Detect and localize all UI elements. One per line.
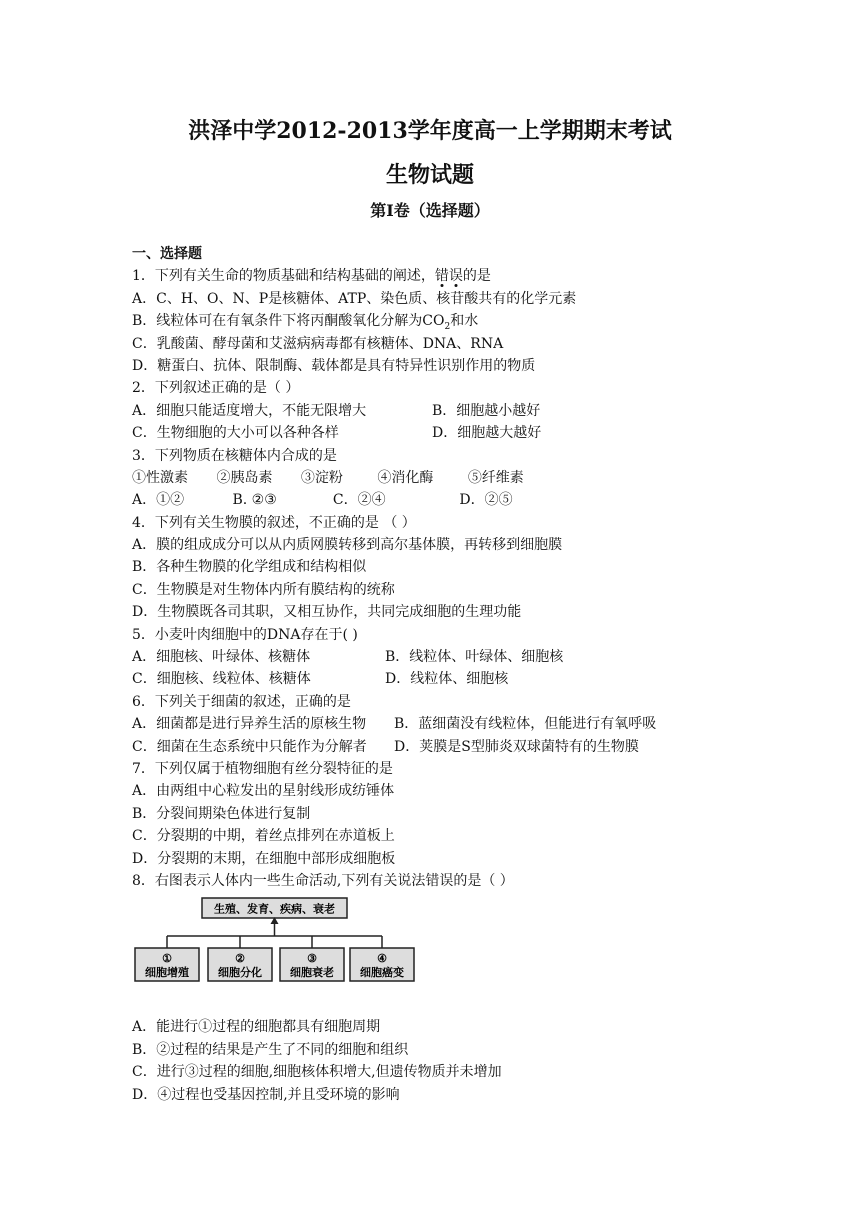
q1-option-d: D．糖蛋白、抗体、限制酶、载体都是具有特异性识别作用的物质 xyxy=(132,357,536,374)
section-title: 第I卷（选择题） xyxy=(370,201,490,220)
q3-item-3: ③淀粉 xyxy=(300,469,343,486)
q1-emphasis-1: 错 xyxy=(434,268,449,285)
q3-option-c: C．②④ xyxy=(332,492,386,509)
exam-title: 洪泽中学2012-2013学年度高一上学期期末考试 xyxy=(188,118,672,144)
q6-option-b: B．蓝细菌没有线粒体，但能进行有氧呼吸 xyxy=(394,716,657,733)
q6-option-c: C．细菌在生态系统中只能作为分解者 xyxy=(132,738,367,755)
q3-items xyxy=(132,467,752,489)
q1-option-b-subscript: 2 xyxy=(444,321,451,332)
q7-option-a: A．由两组中心粒发出的星射线形成纺锤体 xyxy=(132,783,395,800)
q3-option-b: B. ②③ xyxy=(232,492,277,509)
q5-options-row-1 xyxy=(132,646,752,668)
q8-stem: 8．右图表示人体内一些生命活动,下列有关说法错误的是（ ） xyxy=(132,872,514,889)
q4-option-a: A．膜的组成成分可以从内质网膜转移到高尔基体膜，再转移到细胞膜 xyxy=(132,537,563,554)
q5-options-row-2 xyxy=(132,668,752,690)
q1-option-b xyxy=(132,310,752,332)
q2-options-row-1 xyxy=(132,400,752,422)
q1-emphasis-2: 误 xyxy=(448,268,463,285)
q2-option-b: B．细胞越小越好 xyxy=(432,402,541,419)
q2-stem: 2．下列叙述正确的是（ ） xyxy=(132,380,300,397)
q4-stem: 4．下列有关生物膜的叙述，不正确的是 （ ） xyxy=(132,514,416,531)
q2-options-row-2 xyxy=(132,422,752,444)
q3-item-4: ④消化酶 xyxy=(377,469,434,486)
diagram-box-1-label: 细胞增殖 xyxy=(145,966,189,980)
question-list xyxy=(132,243,752,1106)
part-title: 一、选择题 xyxy=(132,246,202,262)
diagram-box-3-label: 细胞衰老 xyxy=(290,966,334,980)
q1-option-c: C．乳酸菌、酵母菌和艾滋病病毒都有核糖体、DNA、RNA xyxy=(132,335,504,352)
q1-stem-end: 的是 xyxy=(462,268,491,285)
q2-option-a: A．细胞只能适度增大，不能无限增大 xyxy=(132,402,367,419)
q8-option-d: D．④过程也受基因控制,并且受环境的影响 xyxy=(132,1086,400,1103)
diagram-box-2-number: ② xyxy=(235,952,245,966)
q1-stem-text: 1．下列有关生命的物质基础和结构基础的阐述， xyxy=(132,268,435,285)
q4-option-b: B．各种生物膜的化学组成和结构相似 xyxy=(132,559,367,576)
q1-option-a: A．C、H、O、N、P是核糖体、ATP、染色质、核苷酸共有的化学元素 xyxy=(132,290,577,307)
q3-item-2: ②胰岛素 xyxy=(216,469,273,486)
q7-option-b: B．分裂间期染色体进行复制 xyxy=(132,805,311,822)
q5-option-d: D．线粒体、细胞核 xyxy=(385,671,509,688)
q7-option-d: D．分裂期的末期，在细胞中部形成细胞板 xyxy=(132,850,396,867)
q5-option-c: C．细胞核、线粒体、核糖体 xyxy=(132,671,311,688)
q1-stem xyxy=(132,265,752,287)
q3-item-5: ⑤纤维素 xyxy=(467,469,524,486)
q6-option-a: A．细菌都是进行异养生活的原核生物 xyxy=(132,716,367,733)
q6-options-row-2 xyxy=(132,736,752,758)
q1-option-b-text: B．线粒体可在有氧条件下将丙酮酸氧化分解为CO xyxy=(132,313,445,330)
diagram-box-4-number: ④ xyxy=(377,952,387,966)
q3-options xyxy=(132,489,752,511)
q3-stem: 3．下列物质在核糖体内合成的是 xyxy=(132,447,337,464)
exam-subject: 生物试题 xyxy=(385,162,474,188)
q5-stem: 5．小麦叶肉细胞中的DNA存在于( ) xyxy=(132,626,358,643)
diagram-box-3-number: ③ xyxy=(307,952,317,966)
q4-option-c: C．生物膜是对生物体内所有膜结构的统称 xyxy=(132,581,395,598)
q8-diagram xyxy=(132,892,752,1016)
q6-option-d: D．荚膜是S型肺炎双球菌特有的生物膜 xyxy=(394,738,639,755)
q3-item-1: ①性激素 xyxy=(132,469,188,486)
q7-option-c: C．分裂期的中期，着丝点排列在赤道板上 xyxy=(132,828,395,845)
diagram-box-4-label: 细胞癌变 xyxy=(360,966,404,980)
q8-option-b: B．②过程的结果是产生了不同的细胞和组织 xyxy=(132,1041,409,1058)
q2-option-d: D．细胞越大越好 xyxy=(432,425,542,442)
q4-option-d: D．生物膜既各司其职，又相互协作，共同完成细胞的生理功能 xyxy=(132,604,522,621)
q3-option-d: D．②⑤ xyxy=(459,492,513,509)
q3-option-a: A．①② xyxy=(132,492,185,509)
q8-option-a: A．能进行①过程的细胞都具有细胞周期 xyxy=(132,1019,381,1036)
q7-stem: 7．下列仅属于植物细胞有丝分裂特征的是 xyxy=(132,760,393,777)
q2-option-c: C．生物细胞的大小可以各种各样 xyxy=(132,425,339,442)
q5-option-a: A．细胞核、叶绿体、核糖体 xyxy=(132,649,311,666)
q1-option-b-end: 和水 xyxy=(450,313,479,330)
cell-activity-diagram xyxy=(132,892,432,1016)
diagram-box-1-number: ① xyxy=(162,952,172,966)
diagram-top-label: 生殖、发育、疾病、衰老 xyxy=(214,902,335,916)
q6-options-row-1 xyxy=(132,713,752,735)
q5-option-b: B．线粒体、叶绿体、细胞核 xyxy=(385,649,564,666)
q8-option-c: C．进行③过程的细胞,细胞核体积增大,但遗传物质并未增加 xyxy=(132,1064,502,1081)
diagram-box-2-label: 细胞分化 xyxy=(218,966,262,980)
q6-stem: 6．下列关于细菌的叙述，正确的是 xyxy=(132,693,351,710)
